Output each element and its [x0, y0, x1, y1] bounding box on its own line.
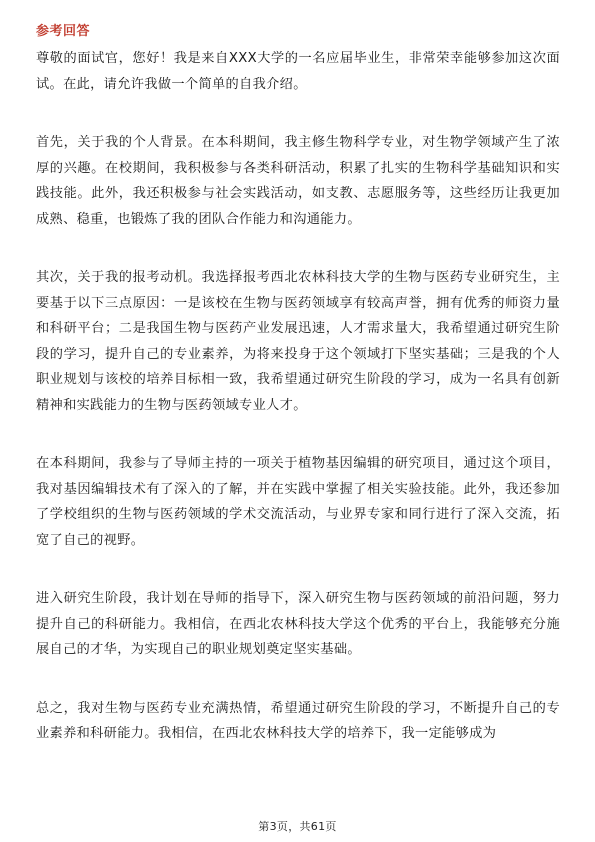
section-heading: 参考回答 — [36, 24, 91, 39]
paragraph-research-experience: 在本科期间，我参与了导师主持的一项关于植物基因编辑的研究项目，通过这个项目，我对基因编辑技术有了深入的了解，并在实践中掌握了相关实验技能。此外，我还参加了学校组织的生物与医药领域的学术交流活动，与业界专家和同行进行了深入交流，拓宽了自己的视野。 — [36, 456, 560, 548]
paragraph-graduate-plan: 进入研究生阶段，我计划在导师的指导下，深入研究生物与医药领域的前沿问题，努力提升自己的科研能力。我相信，在西北农林科技大学这个优秀的平台上，我能够充分施展自己的才华，为实现自己的职业规划奠定坚实基础。 — [36, 591, 560, 657]
page-number: 第3页，共61页 — [258, 820, 337, 833]
paragraph-conclusion: 总之，我对生物与医药专业充满热情，希望通过研究生阶段的学习，不断提升自己的专业素养和科研能力。我相信，在西北农林科技大学的培养下，我一定能够成为 — [36, 700, 560, 741]
paragraph-greeting: 尊敬的面试官，您好！我是来自XXX大学的一名应届毕业生，非常荣幸能够参加这次面试。在此，请允许我做一个简单的自我介绍。 — [36, 51, 560, 92]
paragraph-motivation: 其次，关于我的报考动机。我选择报考西北农林科技大学的生物与医药专业研究生，主要基于以下三点原因：一是该校在生物与医药领域享有较高声誉，拥有优秀的师资力量和科研平台；二是我国生物与医药产业发展迅速，人才需求量大，我希望通过研究生阶段的学习，提升自己的专业素养，为将来投身于这个领域打下坚实基础；三是我的个人职业规划与该校的培养目标相一致，我希望通过研究生阶段的学习，成为一名具有创新精神和实践能力的生物与医药领域专业人才。 — [36, 270, 560, 413]
paragraph-background: 首先，关于我的个人背景。在本科期间，我主修生物科学专业，对生物学领域产生了浓厚的兴趣。在校期间，我积极参与各类科研活动，积累了扎实的生物科学基础知识和实践技能。此外，我还积极参与社会实践活动，如支教、志愿服务等，这些经历让我更加成熟、稳重，也锻炼了我的团队合作能力和沟通能力。 — [36, 135, 560, 227]
answer-body — [36, 46, 560, 780]
